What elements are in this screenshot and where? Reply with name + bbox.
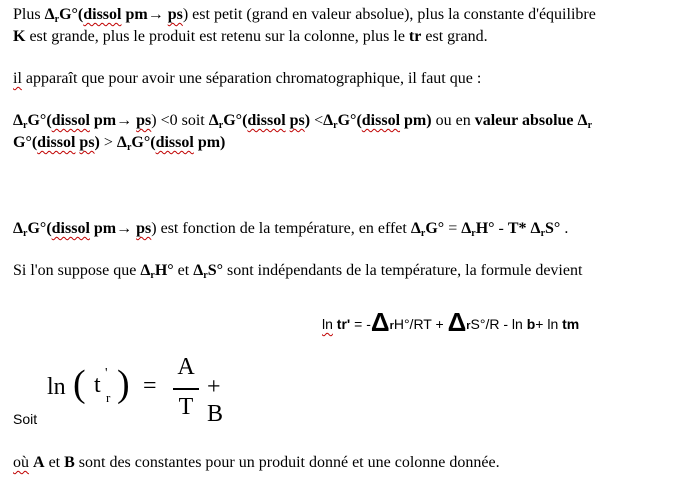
- text: ): [304, 112, 311, 129]
- equation-plus-b: + B: [207, 374, 224, 427]
- spellcheck-word: ps: [289, 112, 305, 129]
- text: ): [182, 6, 189, 23]
- delta-symbol: Δ: [461, 220, 472, 237]
- text: H°: [154, 262, 174, 279]
- text: est petit (grand en valeur absolue), plus la constante d'équilibre: [188, 6, 596, 23]
- text: G°(: [59, 6, 84, 23]
- text: est grande, plus le produit est retenu sur la colonne, plus le: [25, 28, 409, 45]
- text: est fonction de la température, en effet: [156, 220, 411, 237]
- delta-symbol: Δ: [193, 262, 204, 279]
- equation-denominator: T: [178, 394, 194, 420]
- text: pm): [400, 112, 432, 129]
- paragraph-line-1: [13, 5, 596, 27]
- spellcheck-word: dissol: [247, 112, 286, 129]
- text: -: [494, 220, 508, 237]
- text: apparaît que pour avoir une séparation chromatographique, il faut que :: [21, 70, 482, 87]
- subscript-r: r: [466, 320, 471, 332]
- subscript-r: r: [218, 120, 224, 131]
- text: ou en: [431, 112, 475, 129]
- equation-right-paren: ): [117, 363, 130, 405]
- text: pm→: [89, 112, 137, 129]
- text: pm→: [89, 220, 137, 237]
- spellcheck-word: dissol: [51, 112, 90, 129]
- spellcheck-word: ps: [167, 6, 183, 23]
- subscript-r: r: [540, 228, 546, 239]
- text: b: [526, 316, 536, 332]
- text: Si l'on suppose que: [13, 262, 141, 279]
- text: G°(: [13, 134, 38, 151]
- text: H°/RT +: [393, 316, 448, 332]
- text: B: [64, 454, 75, 471]
- subscript-r: r: [471, 228, 476, 239]
- subscript-r: r: [126, 142, 132, 153]
- spellcheck-word: dissol: [155, 134, 194, 151]
- equation-prime: ': [105, 366, 108, 381]
- paragraph-line-3: [13, 69, 481, 89]
- spellcheck-word: dissol: [37, 134, 76, 151]
- text: K: [13, 28, 26, 45]
- subscript-r: r: [23, 228, 28, 239]
- text: ): [151, 220, 157, 237]
- text: sont des constantes pour un produit donné et une colonne donnée.: [74, 454, 500, 471]
- equation-ln-tr: [47, 352, 237, 432]
- spellcheck-word: il: [13, 70, 22, 87]
- text: G°(: [27, 220, 52, 237]
- text: >: [99, 134, 117, 151]
- equation-numerator: A: [177, 354, 195, 380]
- subscript-r: r: [54, 14, 60, 25]
- paragraph-line-last: [13, 453, 500, 473]
- spellcheck-word: dissol: [361, 112, 401, 129]
- text: Plus: [13, 6, 45, 23]
- delta-symbol: Δ: [323, 112, 334, 129]
- text: S°: [545, 220, 561, 237]
- equation-ln: ln: [47, 374, 66, 400]
- text: tr': [332, 316, 351, 332]
- text: + ln: [535, 316, 563, 332]
- delta-symbol: Δ: [44, 6, 55, 23]
- text: G°(: [337, 112, 362, 129]
- text: H°: [475, 220, 495, 237]
- spellcheck-word: dissol: [83, 6, 122, 23]
- subscript-r: r: [150, 270, 155, 281]
- equation-left-paren: (: [73, 363, 86, 405]
- spellcheck-word: ln: [322, 316, 333, 332]
- text: est grand.: [421, 28, 488, 45]
- paragraph-line-4: [13, 111, 592, 133]
- delta-symbol: Δ: [577, 112, 588, 129]
- delta-symbol: Δ: [410, 220, 421, 237]
- text: tm: [562, 316, 580, 332]
- text: S°/R - ln: [470, 316, 527, 332]
- text: et: [44, 454, 65, 471]
- text: ): [94, 134, 100, 151]
- delta-symbol: Δ: [530, 220, 541, 237]
- equation-subscript-r: r: [106, 390, 111, 405]
- equation-equals: =: [143, 373, 157, 399]
- delta-symbol: Δ: [13, 112, 24, 129]
- subscript-r: r: [203, 270, 208, 281]
- text: G°(: [223, 112, 248, 129]
- subscript-r: r: [420, 228, 426, 239]
- paragraph-line-7: [13, 261, 582, 283]
- text: pm): [193, 134, 226, 151]
- text: <: [310, 112, 324, 129]
- equation-t: t: [94, 372, 101, 398]
- text: et: [173, 262, 194, 279]
- text: .: [560, 220, 569, 237]
- text: valeur absolue: [474, 112, 574, 129]
- spellcheck-word: ps: [79, 134, 95, 151]
- text: =: [444, 220, 462, 237]
- delta-symbol: Δ: [140, 262, 151, 279]
- text: pm→: [121, 6, 168, 23]
- text: A: [33, 454, 45, 471]
- delta-symbol: Δ: [116, 134, 127, 151]
- text: Soit: [13, 411, 38, 427]
- spellcheck-word: dissol: [51, 220, 90, 237]
- subscript-r: r: [333, 120, 338, 131]
- text: ): [151, 112, 157, 129]
- text: sont indépendants de la température, la formule devient: [222, 262, 583, 279]
- text: S°: [207, 262, 223, 279]
- subscript-r: r: [587, 120, 593, 131]
- spellcheck-word: ps: [136, 220, 152, 237]
- text: T*: [507, 220, 527, 237]
- text: <0 soit: [156, 112, 209, 129]
- fraction-bar: [173, 388, 199, 390]
- paragraph-line-5: [13, 133, 225, 155]
- text: tr: [408, 28, 422, 45]
- subscript-r: r: [23, 120, 28, 131]
- delta-symbol: Δ: [208, 112, 219, 129]
- formula-line: [322, 307, 580, 338]
- text: G°(: [131, 134, 156, 151]
- subscript-r: r: [389, 320, 394, 332]
- text: G°(: [27, 112, 52, 129]
- delta-symbol: Δ: [13, 220, 24, 237]
- paragraph-line-6: [13, 219, 568, 241]
- spellcheck-word: où: [13, 454, 29, 471]
- text: = -: [350, 316, 371, 332]
- delta-symbol: Δ: [447, 307, 467, 337]
- text: G°: [425, 220, 445, 237]
- delta-symbol: Δ: [370, 307, 390, 337]
- soit-label: [13, 409, 37, 429]
- paragraph-line-2: [13, 27, 488, 47]
- spellcheck-word: ps: [136, 112, 152, 129]
